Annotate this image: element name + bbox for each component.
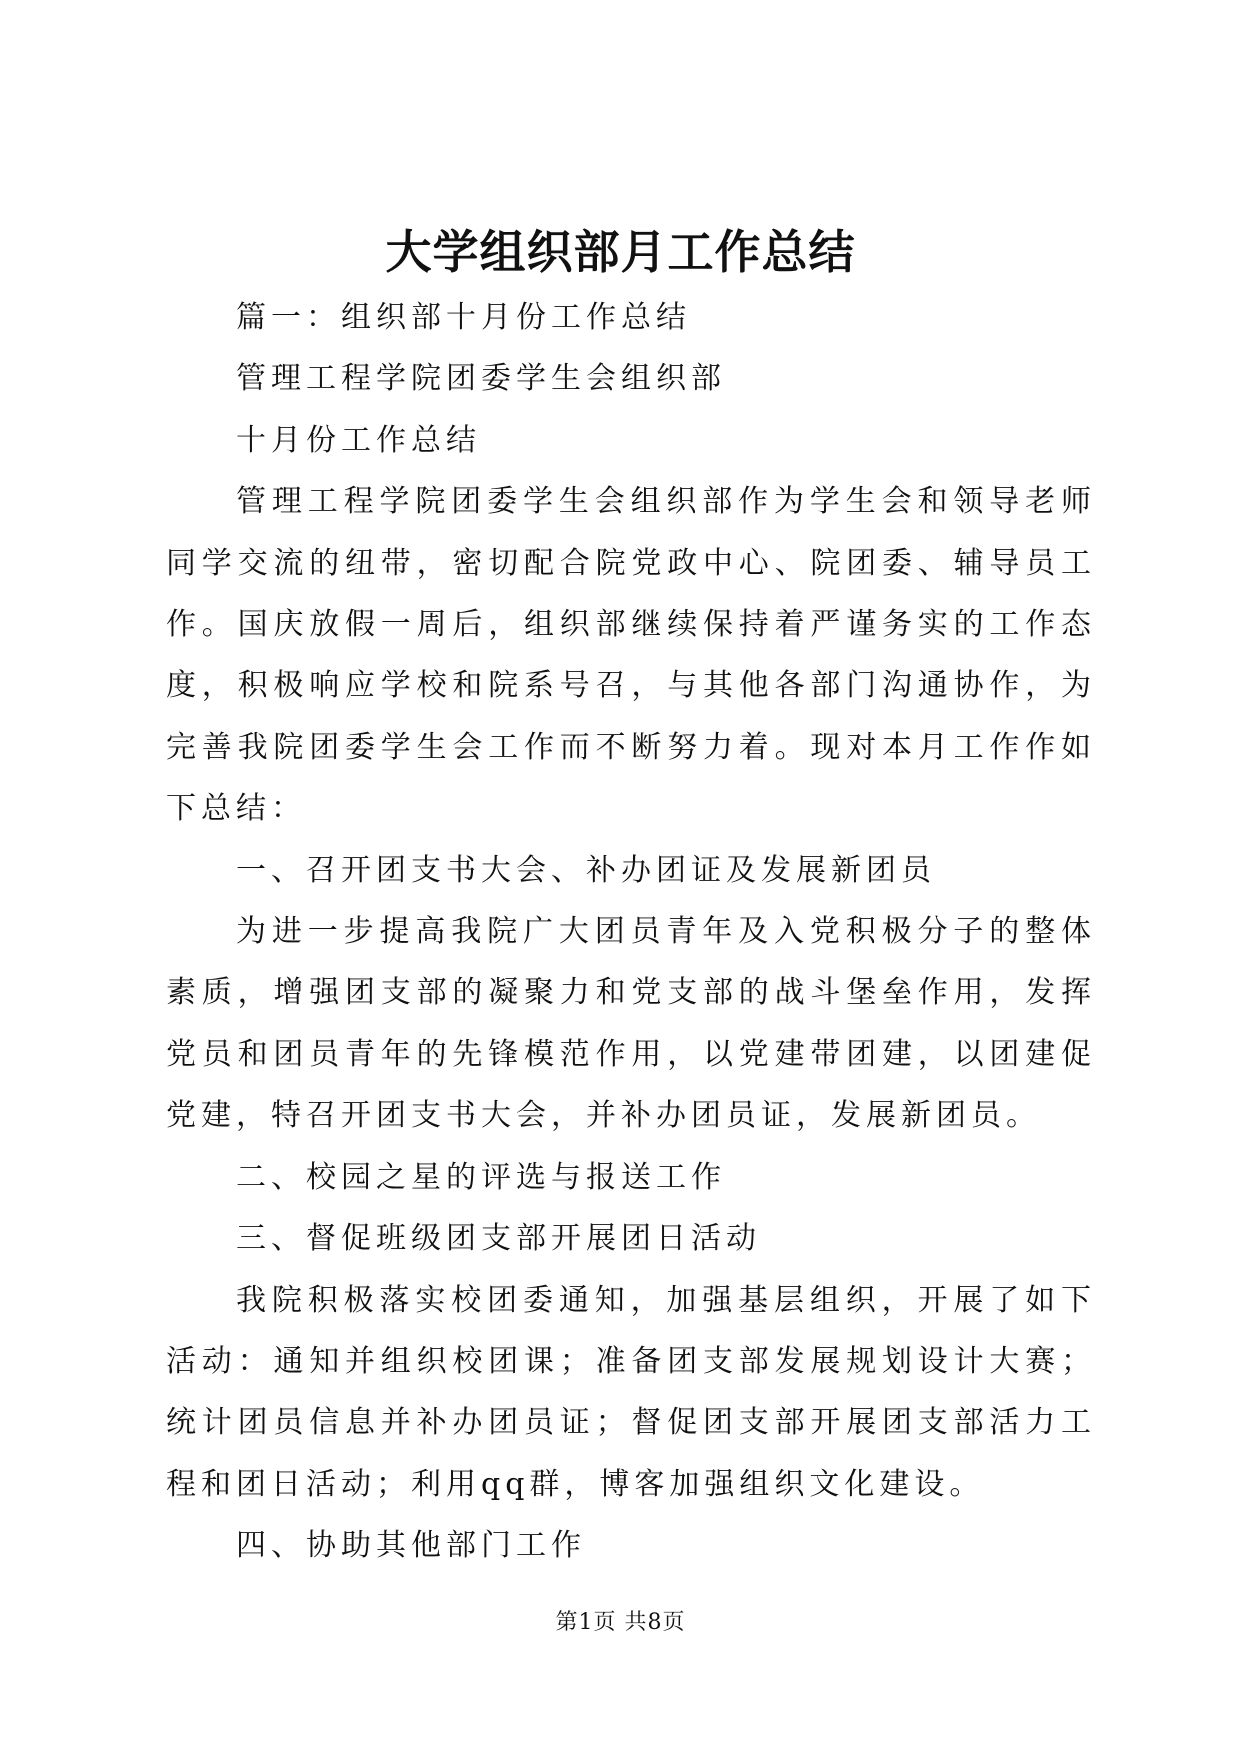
document-title: 大学组织部月工作总结 — [385, 225, 856, 279]
paragraph: 篇一：组织部十月份工作总结 — [236, 300, 691, 335]
paragraph: 十月份工作总结 — [236, 422, 481, 458]
paragraph: 管理工程学院团委学生会组织部作为学生会和领导老师同学交流的纽带，密切配合院党政中心、院团委、辅导员工作。国庆放假一周后，组织部继续保持着严谨务实的工作态度，积极响应学校和院系号召，与其他各部门沟通协作，为完善我院团委学生会工作而不断努力着。现对本月工作作如下总结： — [166, 484, 1096, 827]
section-heading: 三、督促班级团支部开展团日活动 — [236, 1221, 761, 1257]
page-number-footer: 第1页 共8页 — [555, 1610, 686, 1635]
document-body — [166, 287, 1096, 1577]
section-heading: 二、校园之星的评选与报送工作 — [236, 1159, 726, 1195]
section-heading: 四、协助其他部门工作 — [236, 1528, 586, 1564]
paragraph: 我院积极落实校团委通知，加强基层组织，开展了如下活动：通知并组织校团课；准备团支部发展规划设计大赛；统计团员信息并补办团员证；督促团支部开展团支部活力工程和团日活动；利用qq群，博客加强组织文化建设。 — [166, 1282, 1096, 1502]
section-heading: 一、召开团支书大会、补办团证及发展新团员 — [236, 852, 936, 888]
paragraph: 管理工程学院团委学生会组织部 — [236, 361, 726, 397]
paragraph: 为进一步提高我院广大团员青年及入党积极分子的整体素质，增强团支部的凝聚力和党支部的战斗堡垒作用，发挥党员和团员青年的先锋模范作用，以党建带团建，以团建促党建，特召开团支书大会，并补办团员证，发展新团员。 — [166, 914, 1096, 1134]
